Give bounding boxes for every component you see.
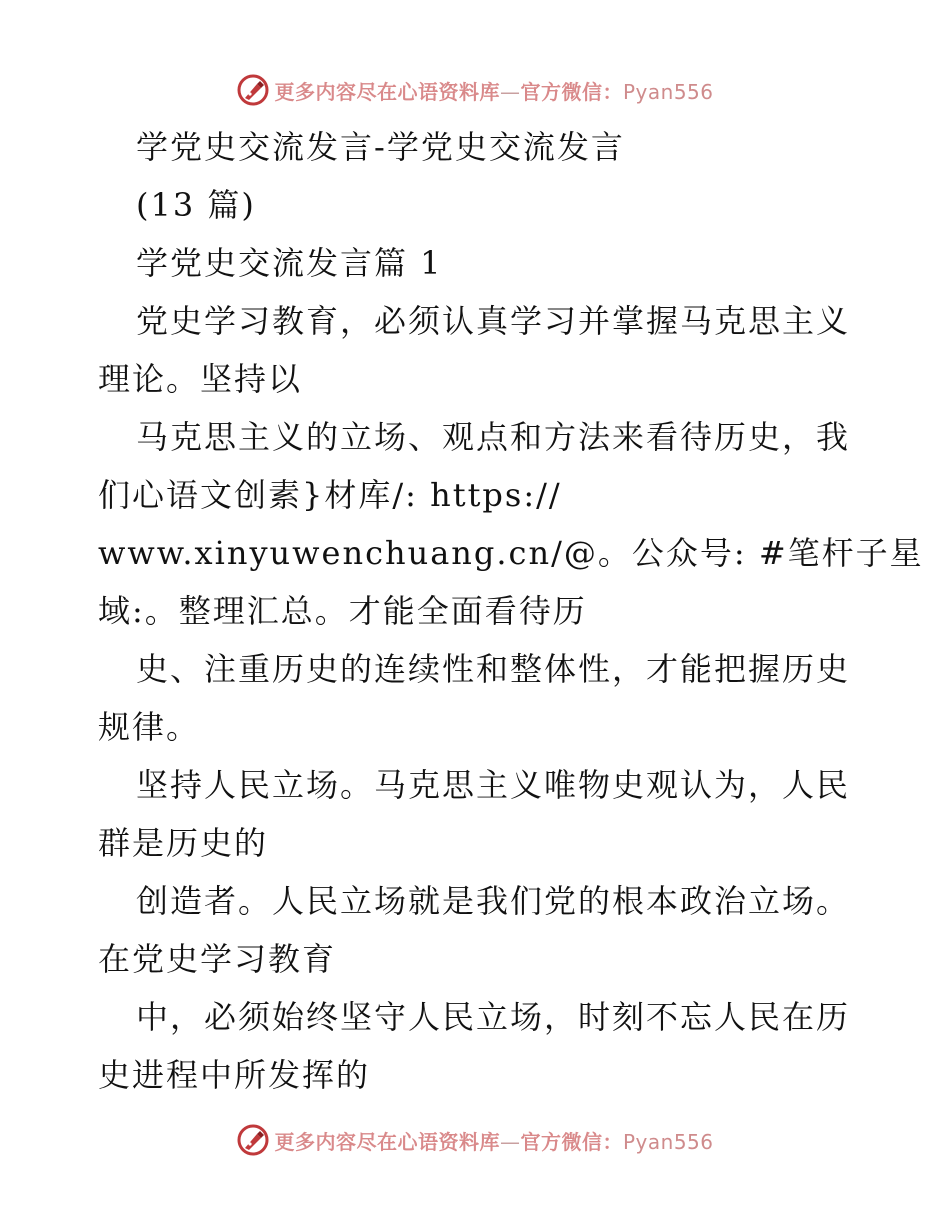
section-heading: 学党史交流发言篇 1 <box>136 244 443 282</box>
watermark-main: 更多内容尽在心语资料库 <box>274 1129 500 1154</box>
paragraph-line: 史进程中所发挥的 <box>98 1056 371 1094</box>
paragraph-line: 们心语文创素}材库/: https:// <box>98 476 562 514</box>
paragraph-line: 马克思主义的立场、观点和方法来看待历史，我 <box>136 418 851 456</box>
paragraph-line: 创造者。人民立场就是我们党的根本政治立场。 <box>136 882 851 920</box>
paragraph-line: 史、注重历史的连续性和整体性，才能把握历史 <box>136 650 851 688</box>
paragraph-line: 坚持人民立场。马克思主义唯物史观认为，人民 <box>136 766 851 804</box>
paragraph-line: 理论。坚持以 <box>98 360 303 398</box>
document-body <box>98 118 924 1104</box>
watermark-id: Pyan556 <box>622 1129 714 1154</box>
pen-nib-icon <box>236 1123 270 1157</box>
watermark-separator: — <box>499 1129 521 1154</box>
paragraph-line: 域:。整理汇总。才能全面看待历 <box>98 592 587 630</box>
watermark-id: Pyan556 <box>622 79 714 104</box>
paragraph-line: 在党史学习教育 <box>98 940 337 978</box>
watermark-main: 更多内容尽在心语资料库 <box>274 79 500 104</box>
paragraph-line: www.xinyuwenchuang.cn/@。公众号: #笔杆子星 <box>98 534 924 572</box>
doc-title-line-1: 学党史交流发言-学党史交流发言 <box>136 128 625 166</box>
doc-title-line-2: (13 篇) <box>136 186 256 224</box>
paragraph-line: 规律。 <box>98 708 201 746</box>
footer-watermark <box>0 1120 950 1160</box>
watermark-text <box>274 1126 713 1155</box>
paragraph-line: 中，必须始终坚守人民立场，时刻不忘人民在历 <box>136 998 851 1036</box>
watermark-separator: — <box>499 79 521 104</box>
pen-nib-icon <box>236 73 270 107</box>
watermark-official: 官方微信： <box>520 1129 623 1154</box>
header-watermark <box>0 70 950 110</box>
paragraph-line: 群是历史的 <box>98 824 269 862</box>
watermark-official: 官方微信： <box>520 79 623 104</box>
watermark-text <box>274 76 713 105</box>
paragraph-line: 党史学习教育，必须认真学习并掌握马克思主义 <box>136 302 851 340</box>
